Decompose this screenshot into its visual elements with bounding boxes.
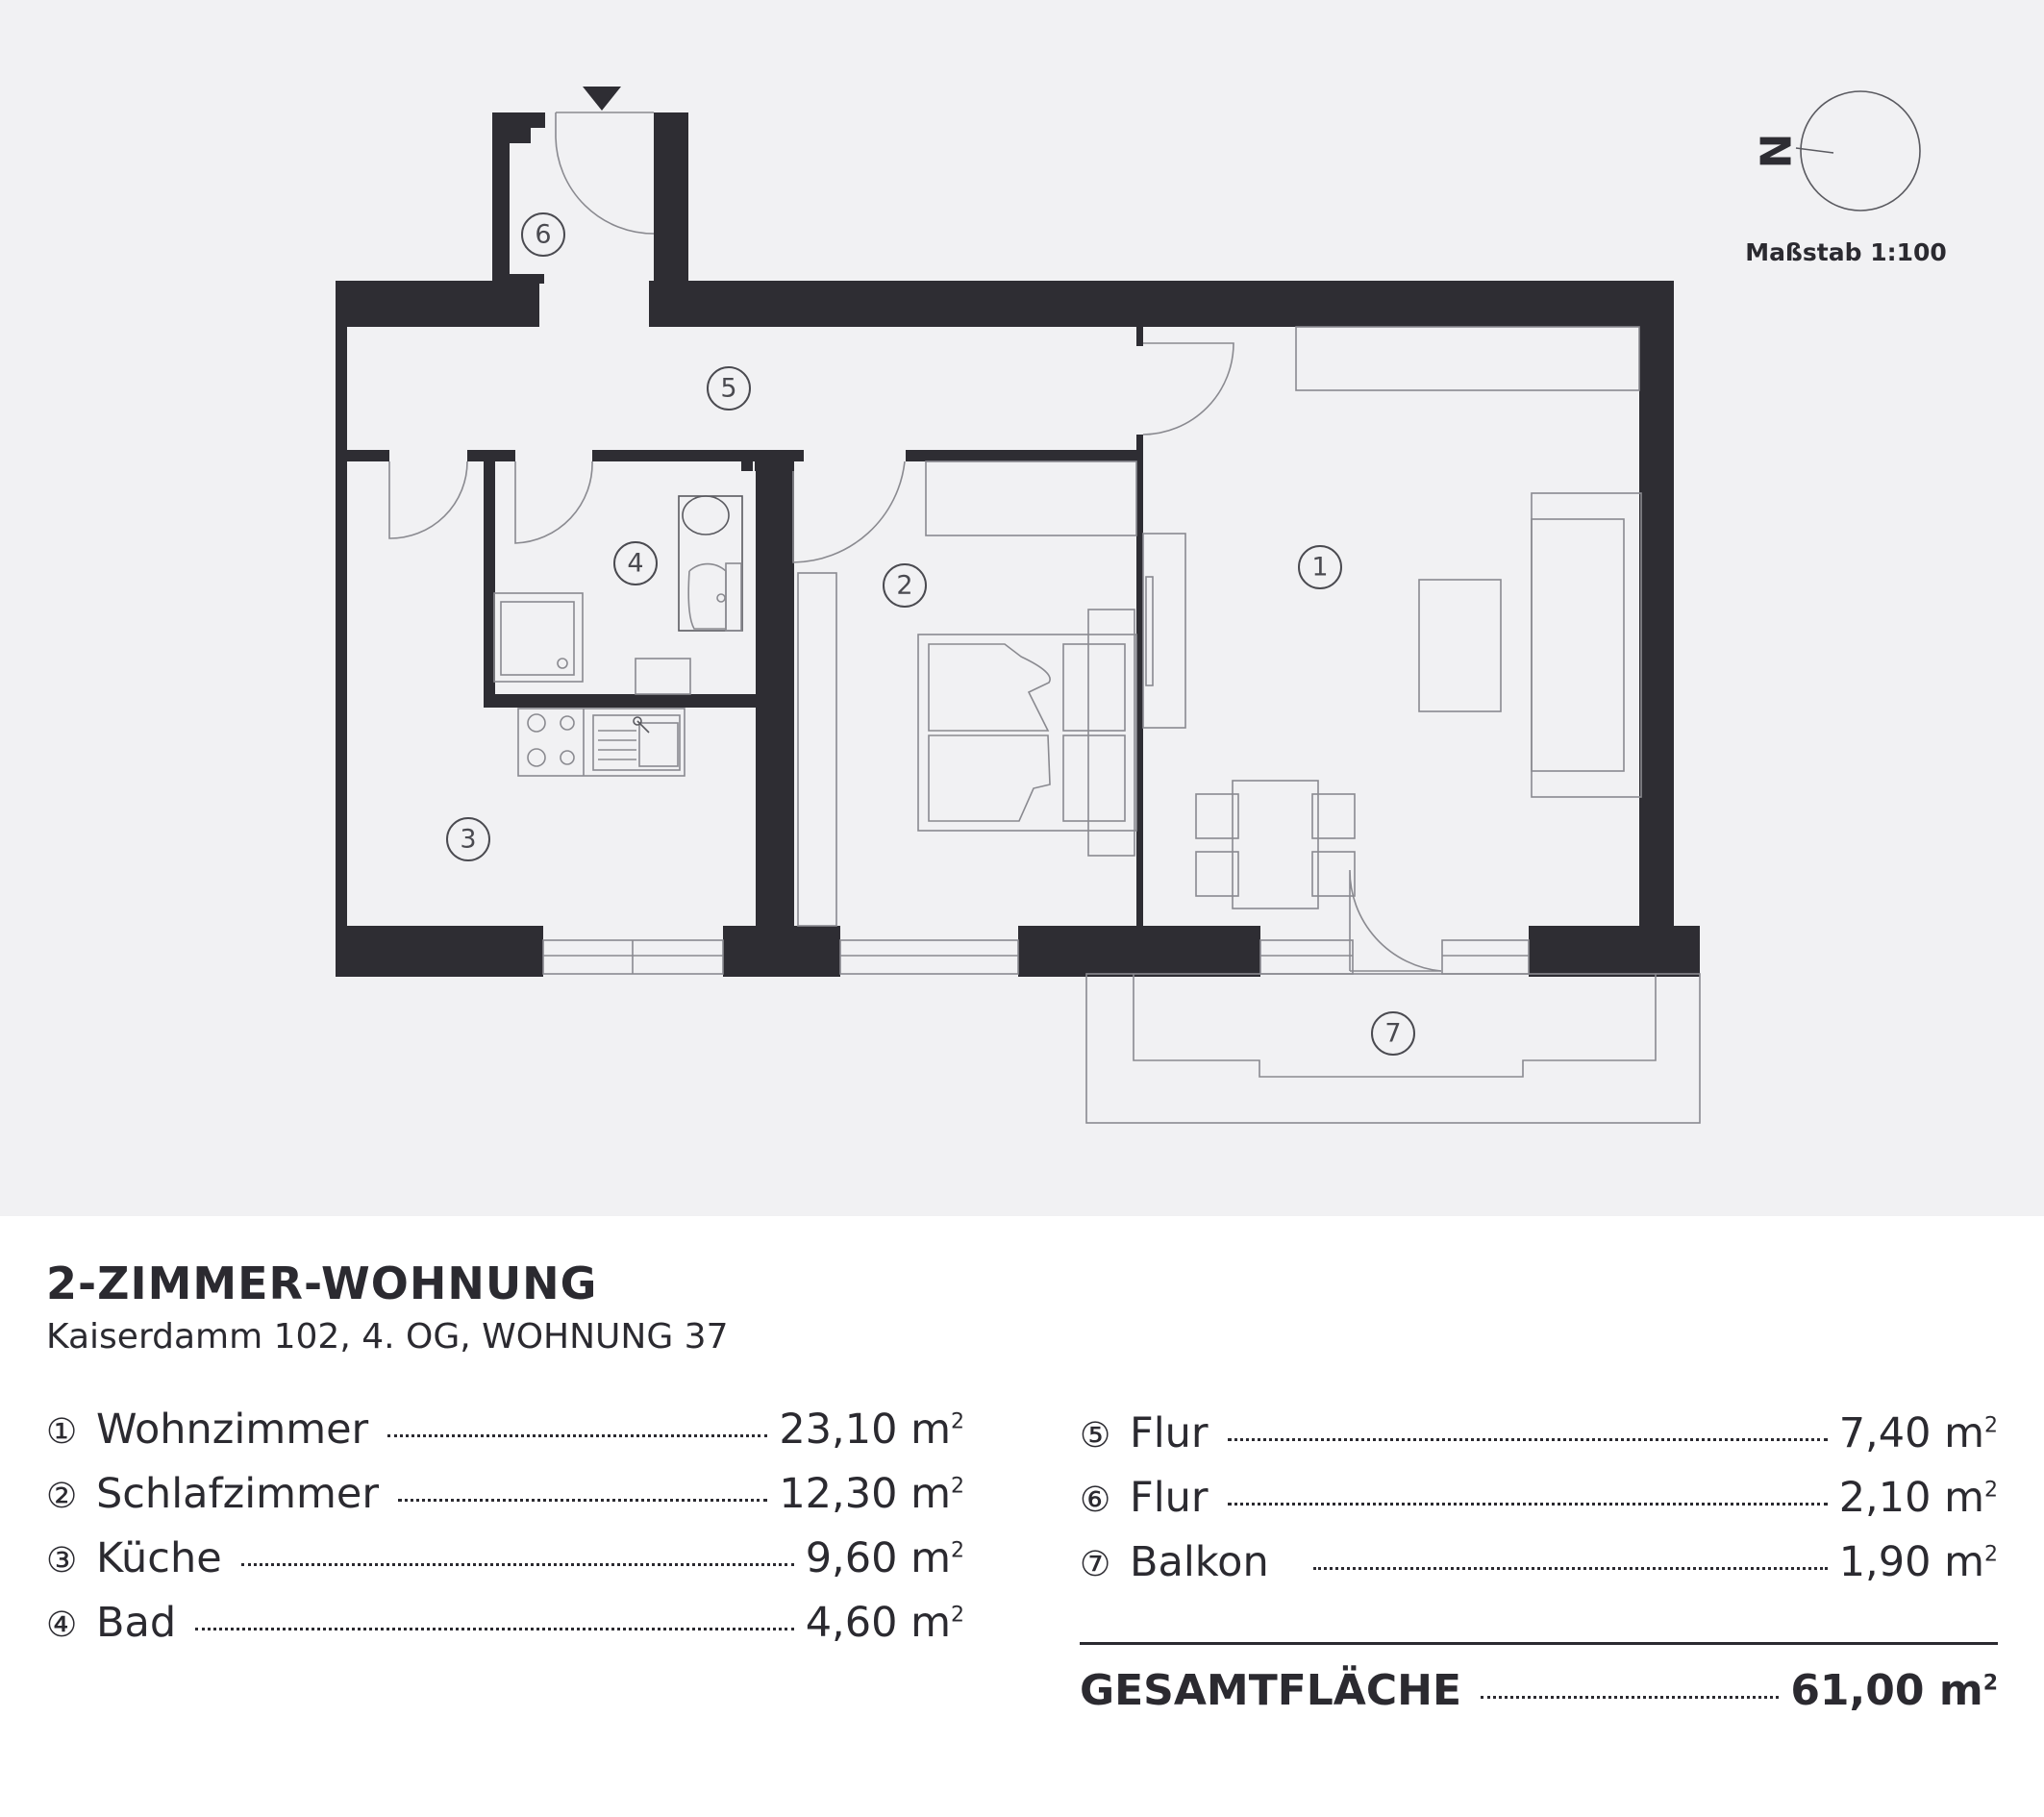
room-row-name: Küche xyxy=(96,1534,222,1582)
total-divider xyxy=(1080,1642,1998,1645)
room-row-value: 4,60 xyxy=(805,1599,898,1647)
area-unit: $m^2$ xyxy=(910,1470,964,1518)
room-row-number: ⑦ xyxy=(1080,1545,1111,1584)
svg-text:7: 7 xyxy=(1384,1018,1402,1049)
total-label: GESAMTFLÄCHE xyxy=(1080,1666,1462,1715)
svg-text:6: 6 xyxy=(535,219,552,250)
area-unit: $m^2$ xyxy=(910,1406,964,1454)
leader-dots xyxy=(1481,1696,1779,1699)
room-row-value: 12,30 xyxy=(779,1470,898,1518)
room-row-name: Wohnzimmer xyxy=(96,1406,369,1454)
room-row-number: ③ xyxy=(46,1541,78,1581)
room-row-value: 9,60 xyxy=(805,1534,898,1582)
svg-text:2: 2 xyxy=(896,570,913,601)
room-row-name: Bad xyxy=(96,1599,177,1647)
room-row-name: Flur xyxy=(1130,1409,1209,1457)
svg-text:4: 4 xyxy=(627,548,644,579)
room-row xyxy=(1080,1409,1998,1457)
area-unit: $m^2$ xyxy=(1938,1666,1998,1715)
room-number-4 xyxy=(614,542,657,585)
room-row-value: 2,10 xyxy=(1838,1474,1932,1522)
room-row xyxy=(46,1406,964,1454)
area-unit: $m^2$ xyxy=(1944,1409,1998,1457)
room-number-5 xyxy=(708,367,750,410)
room-row xyxy=(46,1470,964,1518)
room-row xyxy=(46,1599,964,1647)
svg-text:5: 5 xyxy=(720,373,737,404)
svg-text:1: 1 xyxy=(1311,552,1329,583)
scale-label: Maßstab 1:100 xyxy=(1745,238,1947,266)
north-compass-icon xyxy=(1753,91,1921,211)
page-title: 2-ZIMMER-WOHNUNG xyxy=(46,1257,598,1309)
room-row-name: Balkon xyxy=(1130,1538,1269,1586)
room-row-number: ② xyxy=(46,1477,78,1516)
leader-dots xyxy=(1313,1567,1828,1570)
leader-dots xyxy=(1228,1503,1828,1506)
leader-dots xyxy=(387,1434,767,1437)
room-row-value: 23,10 xyxy=(779,1406,898,1454)
room-number-7 xyxy=(1372,1012,1414,1055)
room-row-name: Schlafzimmer xyxy=(96,1470,380,1518)
room-number-6 xyxy=(522,213,564,256)
room-number-3 xyxy=(447,818,489,860)
room-row xyxy=(46,1534,964,1582)
svg-text:3: 3 xyxy=(460,824,477,855)
svg-text:N: N xyxy=(1752,133,1802,169)
room-row-number: ④ xyxy=(46,1605,78,1645)
room-row-name: Flur xyxy=(1130,1474,1209,1522)
furniture xyxy=(494,327,1641,926)
room-row xyxy=(1080,1538,1998,1586)
area-unit: $m^2$ xyxy=(1944,1474,1998,1522)
room-row-number: ① xyxy=(46,1412,78,1452)
room-row xyxy=(1080,1474,1998,1522)
room-row-number: ⑤ xyxy=(1080,1416,1111,1456)
leader-dots xyxy=(241,1563,794,1566)
total-row xyxy=(1080,1666,1998,1714)
entry-arrow-icon xyxy=(583,87,621,111)
room-row-value: 1,90 xyxy=(1838,1538,1932,1586)
room-row-number: ⑥ xyxy=(1080,1481,1111,1520)
leader-dots xyxy=(195,1628,794,1630)
area-unit: $m^2$ xyxy=(910,1599,964,1647)
leader-dots xyxy=(398,1499,767,1502)
room-number-1 xyxy=(1299,546,1341,588)
leader-dots xyxy=(1228,1438,1828,1441)
address-subtitle: Kaiserdamm 102, 4. OG, WOHNUNG 37 xyxy=(46,1317,729,1357)
room-row-value: 7,40 xyxy=(1838,1409,1932,1457)
area-unit: $m^2$ xyxy=(910,1534,964,1582)
total-value: 61,00 xyxy=(1790,1666,1925,1715)
room-number-2 xyxy=(884,564,926,607)
area-unit: $m^2$ xyxy=(1944,1538,1998,1586)
